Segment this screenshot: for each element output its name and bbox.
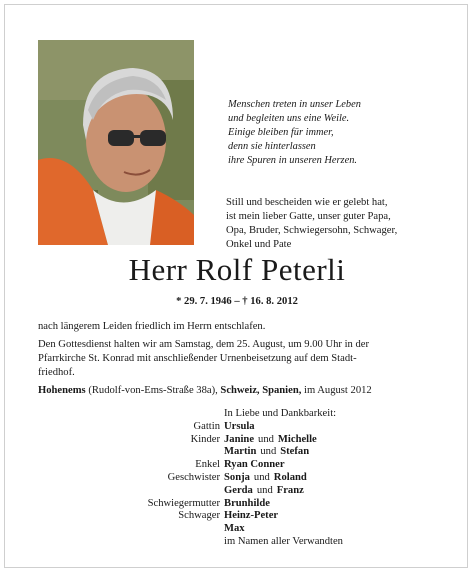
place: Hohenems bbox=[38, 385, 86, 396]
mourner-names bbox=[224, 472, 307, 485]
mourner-row bbox=[0, 485, 474, 498]
mourner-name: Heinz-Peter bbox=[224, 510, 279, 522]
mourner-row bbox=[0, 421, 474, 434]
portrait-photo bbox=[38, 40, 194, 245]
deceased-name: Herr Rolf Peterli bbox=[128, 252, 346, 287]
mourner-row bbox=[0, 523, 474, 536]
mourner-name: Roland bbox=[273, 471, 307, 483]
mourner-role bbox=[0, 485, 224, 498]
mourner-row bbox=[0, 434, 474, 447]
address: (Rudolf-von-Ems-Straße 38a), bbox=[85, 385, 221, 396]
conjunction: und bbox=[258, 433, 274, 445]
countries: Schweiz, Spanien, bbox=[220, 385, 302, 396]
mourners-closing: im Namen aller Verwandten bbox=[224, 535, 343, 547]
mourner-name: Brunhilde bbox=[224, 497, 270, 509]
poem bbox=[228, 98, 458, 168]
mourner-role: Geschwister bbox=[167, 471, 220, 483]
life-dates: * 29. 7. 1946 – † 16. 8. 2012 bbox=[176, 296, 298, 307]
mourner-name: Franz bbox=[276, 484, 304, 496]
service-line: Den Gottesdienst halten wir am Samstag, dem 25. August, um 9.00 Uhr in der bbox=[38, 339, 370, 350]
mourner-names bbox=[224, 485, 304, 498]
mourner-row bbox=[0, 510, 474, 523]
poem-line: Einige bleiben für immer, bbox=[228, 127, 334, 138]
notice-date: im August 2012 bbox=[301, 385, 372, 396]
mourner-row bbox=[0, 446, 474, 459]
mourner-name: Ryan Conner bbox=[224, 459, 285, 471]
mourner-names bbox=[224, 421, 255, 434]
mourner-names bbox=[224, 434, 317, 447]
mourner-name: Sonja bbox=[224, 471, 250, 483]
mourner-role: Enkel bbox=[195, 459, 220, 471]
mourner-row bbox=[0, 498, 474, 511]
service-line: friedhof. bbox=[38, 367, 75, 378]
mourner-names bbox=[224, 446, 309, 459]
tribute-line: Opa, Bruder, Schwiegersohn, Schwager, bbox=[226, 225, 398, 236]
conjunction: und bbox=[260, 446, 277, 458]
poem-line: und begleiten uns eine Weile. bbox=[228, 113, 350, 124]
mourner-names bbox=[224, 523, 245, 536]
mourner-role: Schwiegermutter bbox=[147, 497, 220, 509]
poem-line: ihre Spuren in unseren Herzen. bbox=[228, 155, 357, 166]
poem-line: Menschen treten in unser Leben bbox=[228, 99, 361, 110]
mourner-role: Schwager bbox=[178, 510, 220, 522]
passing-statement: nach längerem Leiden friedlich im Herrn entschlafen. bbox=[38, 321, 266, 332]
mourner-name: Max bbox=[224, 523, 245, 535]
conjunction: und bbox=[256, 484, 273, 496]
tribute-text bbox=[226, 196, 462, 252]
mourner-name: Gerda bbox=[224, 484, 253, 496]
mourner-name: Martin bbox=[224, 446, 257, 458]
mourner-name: Michelle bbox=[277, 433, 317, 445]
service-line: Pfarrkirche St. Konrad mit anschließender Urnenbeisetzung auf dem Stadt- bbox=[38, 353, 357, 364]
poem-line: denn sie hinterlassen bbox=[228, 141, 316, 152]
mourner-row bbox=[0, 459, 474, 472]
service-details bbox=[38, 338, 458, 380]
tribute-line: Still und bescheiden wie er gelebt hat, bbox=[226, 197, 388, 208]
place-date-line bbox=[38, 384, 458, 398]
mourner-row bbox=[0, 472, 474, 485]
mourner-names bbox=[224, 498, 270, 511]
mourner-role: Kinder bbox=[190, 433, 220, 445]
conjunction: und bbox=[253, 471, 270, 483]
mourner-role: Gattin bbox=[193, 420, 220, 432]
mourner-names bbox=[224, 459, 285, 472]
mourner-name: Stefan bbox=[280, 446, 310, 458]
mourner-name: Janine bbox=[224, 433, 255, 445]
mourners-intro: In Liebe und Dankbarkeit: bbox=[224, 408, 337, 419]
mourners-list bbox=[0, 408, 474, 549]
mourner-names bbox=[224, 510, 278, 523]
mourner-name: Ursula bbox=[224, 420, 255, 432]
tribute-line: Onkel und Pate bbox=[226, 239, 292, 250]
tribute-line: ist mein lieber Gatte, unser guter Papa, bbox=[226, 211, 391, 222]
mourner-role bbox=[0, 523, 224, 536]
mourner-role bbox=[0, 446, 224, 459]
